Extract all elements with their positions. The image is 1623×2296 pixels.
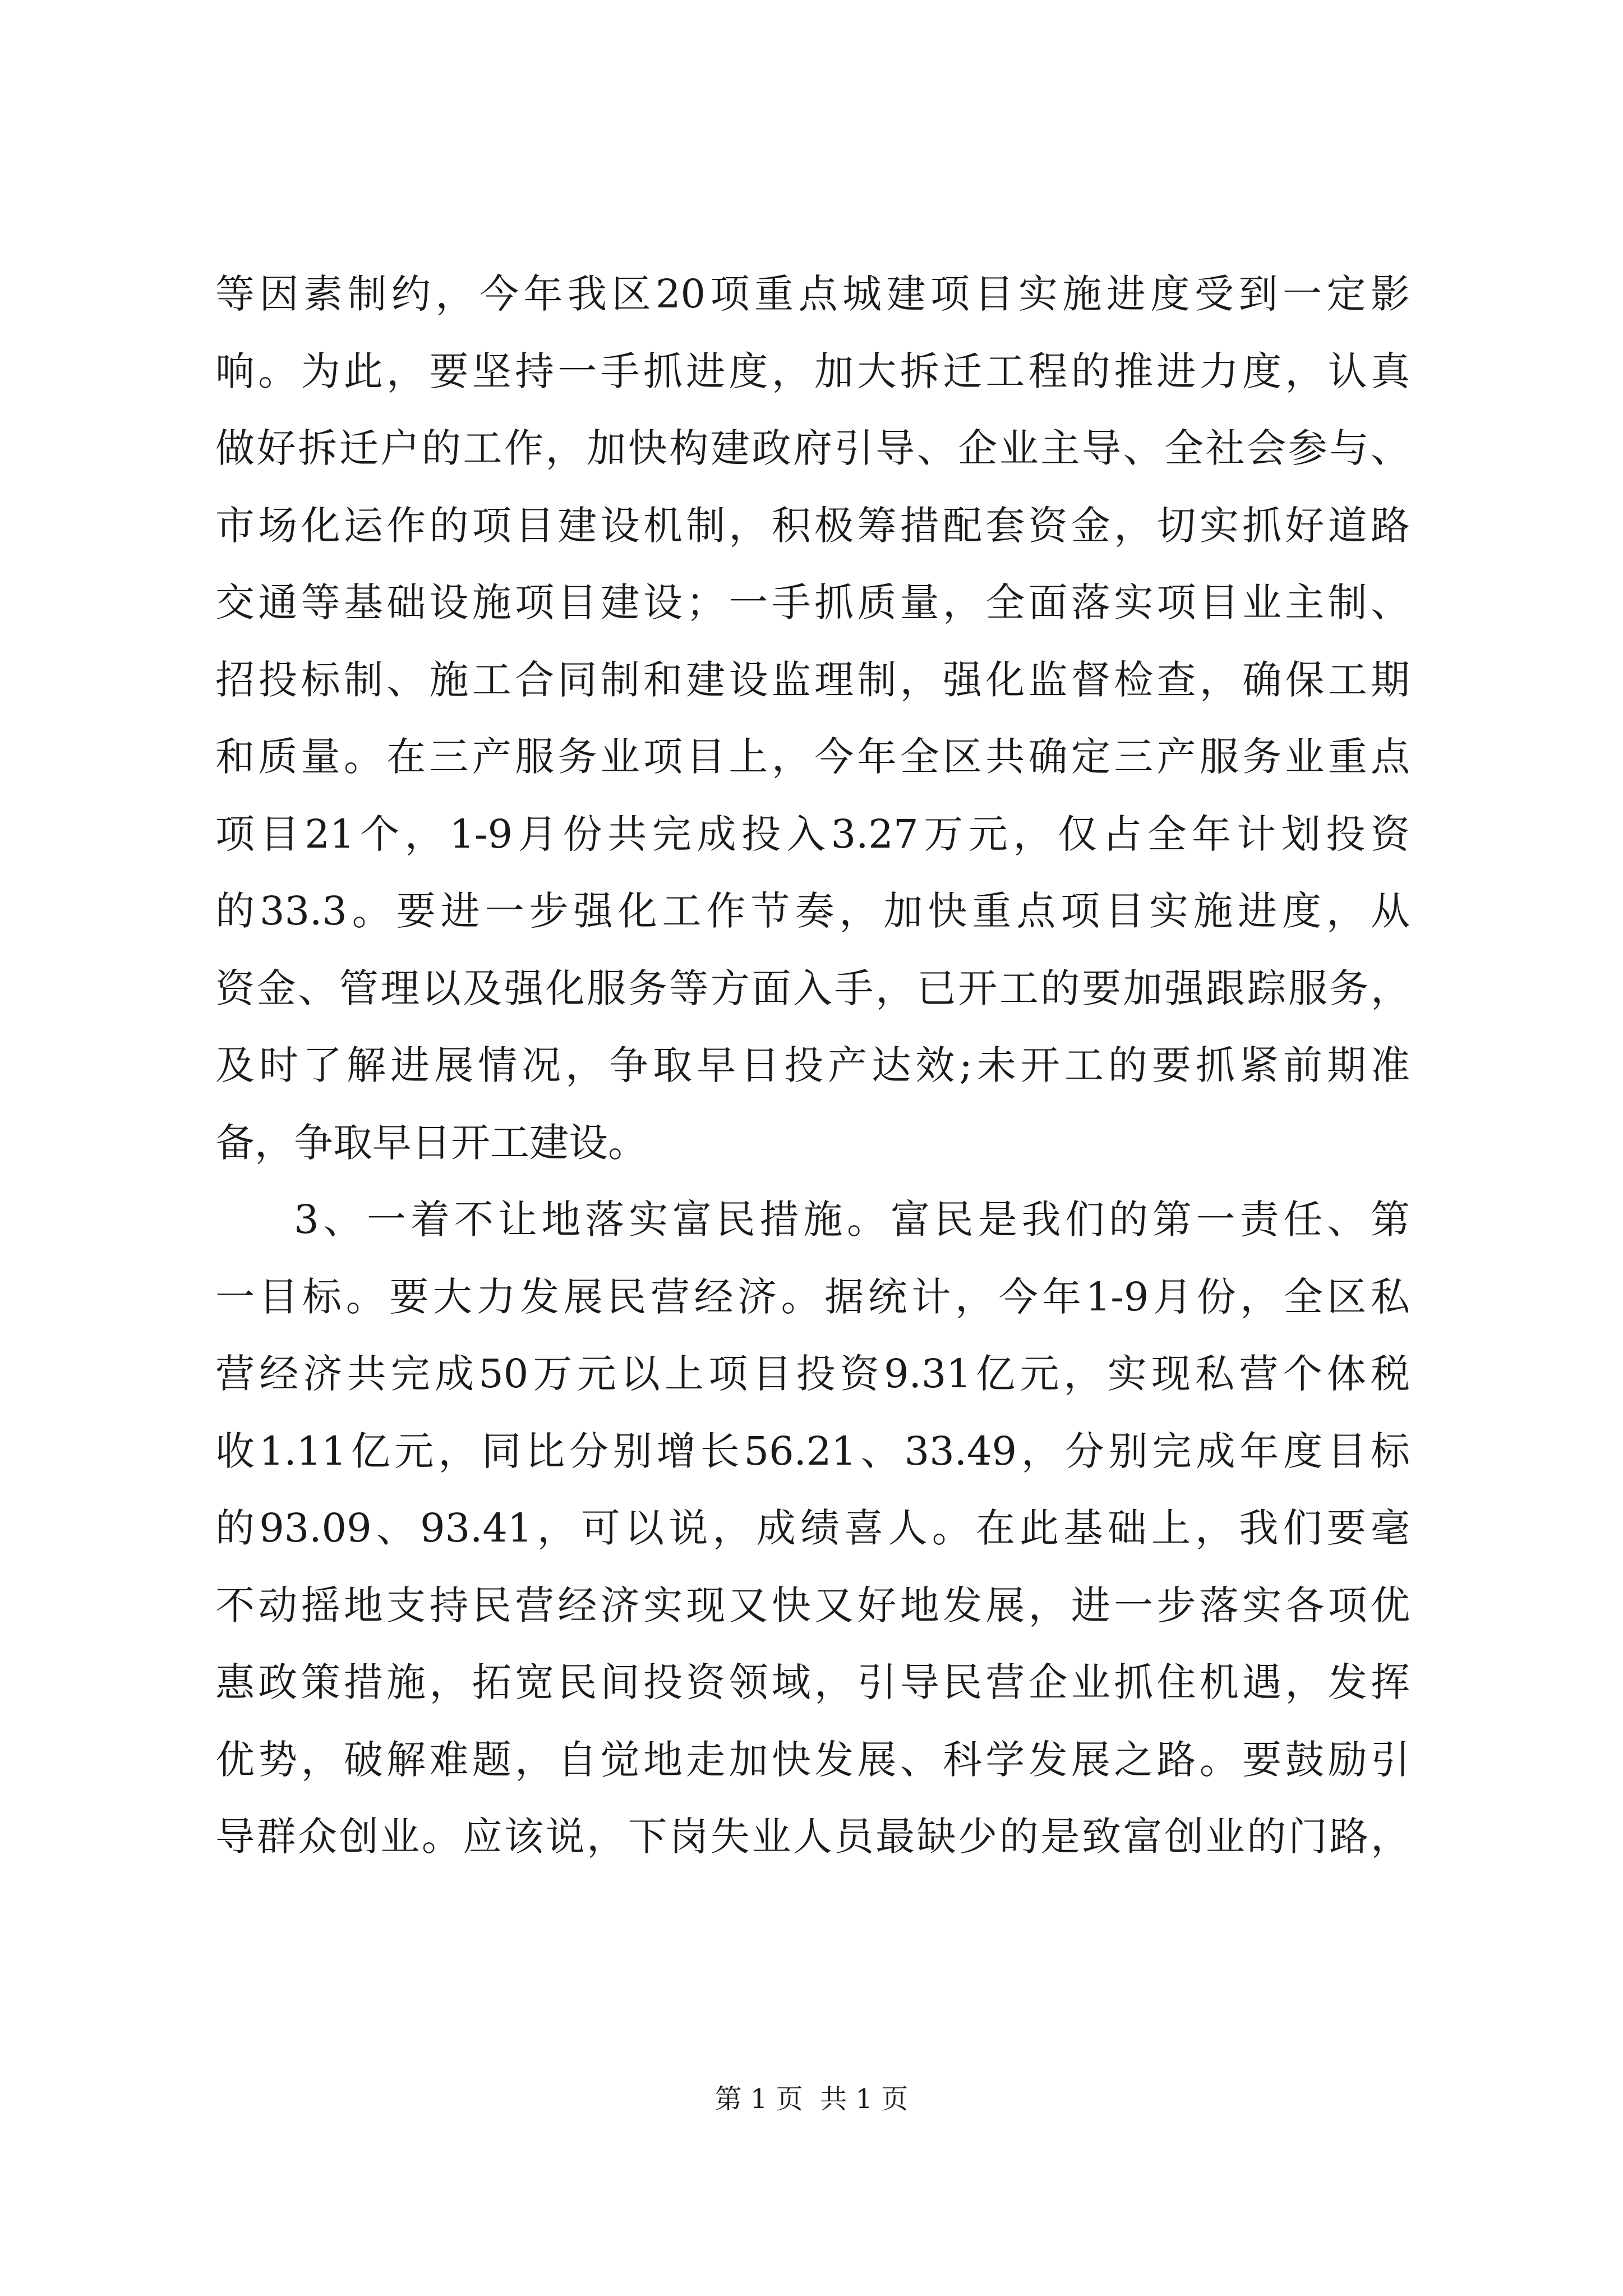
text-line: 的93.09、93.41，可以说，成绩喜人。在此基础上，我们要毫 [215, 1505, 1410, 1551]
text-line: 响。为此，要坚持一手抓进度，加大拆迁工程的推进力度，认真 [215, 348, 1410, 394]
text-line: 不动摇地支持民营经济实现又快又好地发展，进一步落实各项优 [215, 1582, 1410, 1628]
text-line: 资金、管理以及强化服务等方面入手，已开工的要加强跟踪服务， [215, 965, 1410, 1011]
text-line: 的33.3。要进一步强化工作节奏，加快重点项目实施进度，从 [215, 888, 1410, 934]
text-line: 导群众创业。应该说，下岗失业人员最缺少的是致富创业的门路， [215, 1814, 1410, 1860]
text-line: 招投标制、施工合同制和建设监理制，强化监督检查，确保工期 [215, 656, 1410, 703]
paragraph-start-line: 3、一着不让地落实富民措施。富民是我们的第一责任、第 [294, 1197, 1410, 1243]
text-line: 市场化运作的项目建设机制，积极筹措配套资金，切实抓好道路 [215, 502, 1410, 549]
text-line: 收1.11亿元，同比分别增长56.21、33.49，分别完成年度目标 [215, 1428, 1410, 1474]
text-line: 惠政策措施，拓宽民间投资领域，引导民营企业抓住机遇，发挥 [215, 1659, 1410, 1705]
text-line: 和质量。在三产服务业项目上，今年全区共确定三产服务业重点 [215, 734, 1410, 780]
text-line: 营经济共完成50万元以上项目投资9.31亿元，实现私营个体税 [215, 1351, 1410, 1397]
text-line: 一目标。要大力发展民营经济。据统计，今年1-9月份，全区私 [215, 1273, 1410, 1320]
text-line: 等因素制约，今年我区20项重点城建项目实施进度受到一定影 [215, 271, 1410, 317]
text-line: 优势，破解难题，自觉地走加快发展、科学发展之路。要鼓励引 [215, 1736, 1410, 1783]
text-line: 交通等基础设施项目建设；一手抓质量，全面落实项目业主制、 [215, 579, 1410, 625]
text-line: 及时了解进展情况，争取早日投产达效;未开工的要抓紧前期准 [215, 1042, 1410, 1088]
text-line: 做好拆迁户的工作，加快构建政府引导、企业主导、全社会参与、 [215, 425, 1410, 471]
page-footer: 第 1 页 共 1 页 [714, 2083, 909, 2115]
text-line: 项目21个，1-9月份共完成投入3.27万元，仅占全年计划投资 [215, 811, 1410, 857]
text-line: 备，争取早日开工建设。 [215, 1119, 647, 1166]
body-text [215, 256, 1410, 1876]
